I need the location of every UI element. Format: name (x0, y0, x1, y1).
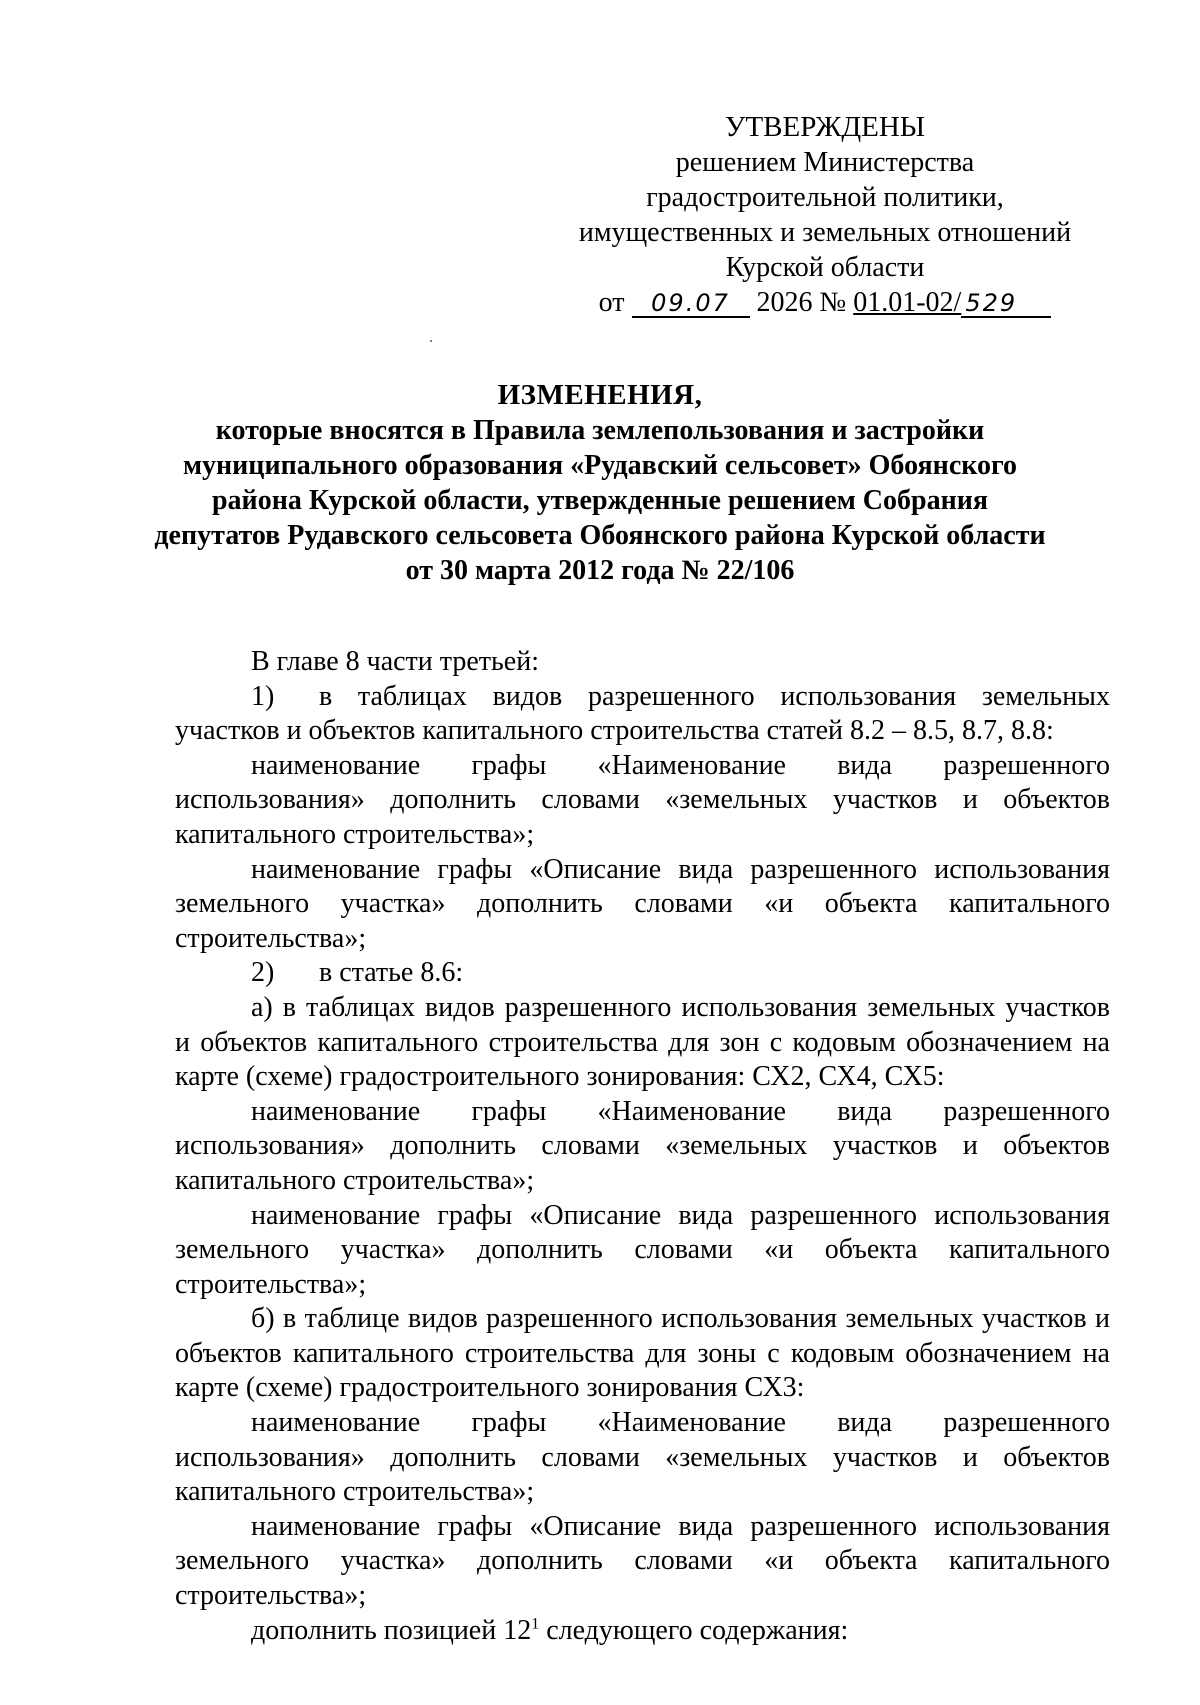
scan-speck (430, 340, 432, 342)
title-line: от 30 марта 2012 года № 22/106 (405, 555, 795, 586)
text-part: следующего содержания: (539, 1614, 849, 1646)
date-prefix: от (598, 287, 625, 318)
paragraph-item-1 (175, 680, 1110, 749)
approval-line: Курской области (725, 252, 925, 283)
approval-date-line (540, 285, 1110, 320)
approval-line: градостроительной политики, (646, 182, 1004, 213)
item-number: 1) (251, 680, 275, 712)
text-part: дополнить позицией 12 (251, 1614, 532, 1646)
item-text: в таблицах видов разрешенного использования земельных участков и объектов капитального строительства статей 8.2 – 8.5, 8.7, 8.8: (175, 680, 1110, 747)
paragraph: наименование графы «Наименование вида разрешенного использования» дополнить словами «земельных участков и объектов капитального строительства»; (175, 1407, 1110, 1508)
approval-block (540, 110, 1110, 320)
title-line: муниципального образования «Рудавский сельсовет» Обоянского (182, 450, 1018, 481)
title-line: которые вносятся в Правила землепользования и застройки (215, 415, 985, 446)
year-number: 2026 № (756, 287, 847, 318)
paragraph: наименование графы «Наименование вида разрешенного использования» дополнить словами «земельных участков и объектов капитального строительства»; (175, 1095, 1110, 1196)
paragraph: наименование графы «Описание вида разрешенного использования земельного участка» дополнить словами «и объекта капитального строительства»; (175, 1510, 1110, 1612)
handwritten-date: 09.07 (632, 290, 750, 318)
paragraph: наименование графы «Описание вида разрешенного использования земельного участка» дополнить словами «и объекта капитального строительства»; (175, 853, 1110, 954)
document-body (175, 645, 1110, 1648)
paragraph-item-2 (175, 956, 1110, 991)
item-number: 2) (251, 957, 275, 989)
paragraph: наименование графы «Наименование вида разрешенного использования» дополнить словами «земельных участков и объектов капитального строительства»; (175, 749, 1110, 850)
approval-stamp: УТВЕРЖДЕНЫ (724, 111, 926, 143)
paragraph: наименование графы «Описание вида разрешенного использования земельного участка» дополнить словами «и объекта капитального строительства»; (175, 1199, 1110, 1300)
handwritten-doc-number: 529 (961, 290, 1051, 318)
paragraph (175, 1614, 1110, 1649)
doc-number-printed: 01.01-02/ (853, 287, 962, 318)
superscript: 1 (531, 1615, 540, 1633)
document-title (150, 378, 1050, 588)
title-line: района Курской области, утвержденные решением Собрания (211, 485, 989, 516)
paragraph: а) в таблицах видов разрешенного использования земельных участков и объектов капитального строительства для зон с кодовым обозначением на карте (схеме) градостроительного зонирования: СХ2, СХ4, СХ5: (175, 991, 1110, 1093)
title-heading: ИЗМЕНЕНИЯ, (497, 379, 703, 411)
title-line: депутатов Рудавского сельсовета Обоянского района Курской области (154, 520, 1046, 551)
approval-line: решением Министерства (675, 147, 975, 178)
item-text: в статье 8.6: (319, 957, 464, 989)
paragraph: б) в таблице видов разрешенного использования земельных участков и объектов капитального строительства для зоны с кодовым обозначением на карте (схеме) градостроительного зонирования СХ3: (175, 1303, 1110, 1404)
approval-line: имущественных и земельных отношений (578, 217, 1072, 248)
paragraph: В главе 8 части третьей: (251, 646, 539, 677)
